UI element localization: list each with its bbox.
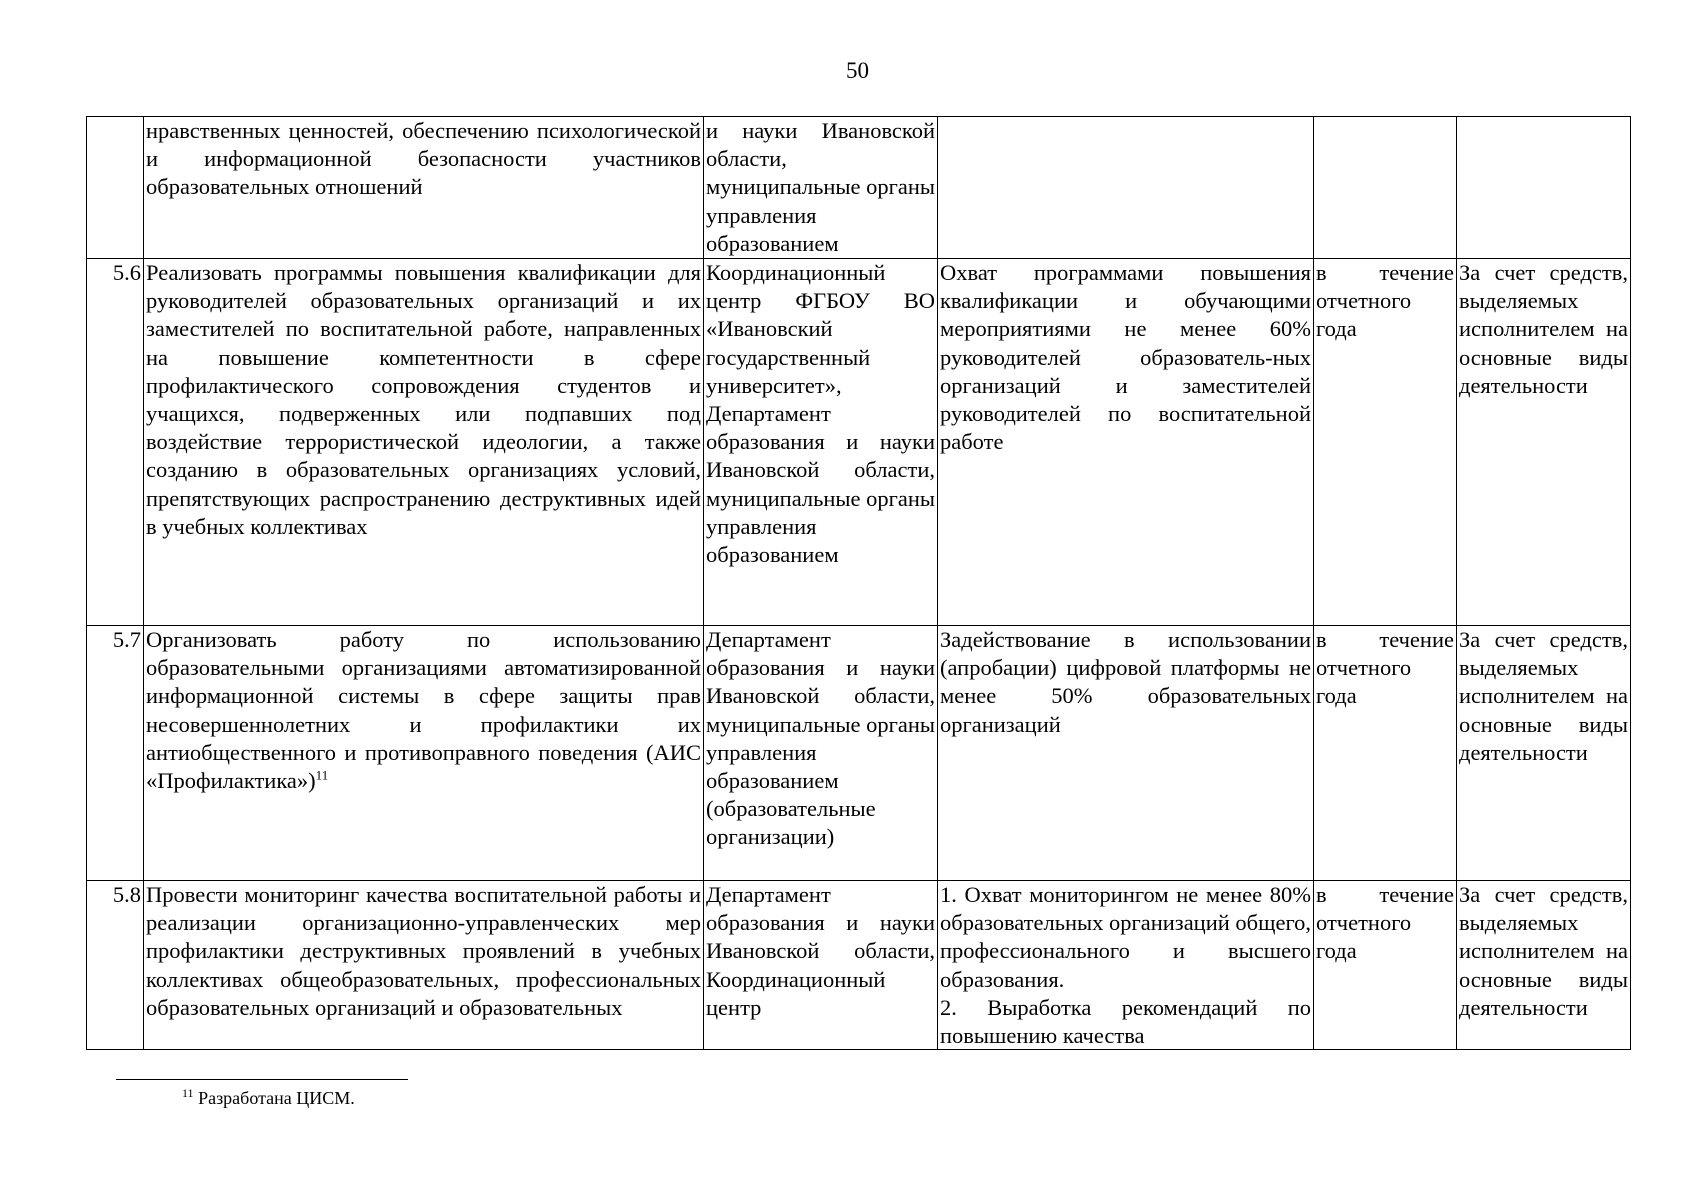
period-cell (1314, 117, 1457, 259)
indicator-item: 1. Охват мониторингом не менее 80% образовательных организаций общего, профессионального и высшего образования. (940, 882, 1311, 992)
indicator-item: 2. Выработка рекомендаций по повышению качества (940, 994, 1311, 1049)
funding-cell (1457, 117, 1631, 259)
footnote-separator (116, 1079, 408, 1080)
row-number: 5.8 (87, 881, 144, 1050)
indicator-cell (938, 117, 1314, 259)
indicator-text (940, 881, 1311, 1049)
activity-cell (144, 881, 704, 1050)
table-row (87, 881, 1631, 1050)
page-number: 50 (846, 58, 869, 83)
funding-cell: За счет средств, выделяемых исполнителем на основные виды деятельности (1457, 626, 1631, 881)
activity-cell: нравственных ценностей, обеспечению психологической и информационной безопасности участников образовательных отношений (144, 117, 704, 259)
row-number: 5.7 (87, 626, 144, 881)
table-row (87, 259, 1631, 626)
executor-cell: и науки Ивановской области, муниципальные органы управления образованием (704, 117, 938, 259)
executor-cell (704, 881, 938, 1050)
executor-cell: Департамент образования и науки Ивановской области, муниципальные органы управления образованием (образовательные организации) (704, 626, 938, 881)
footnote-mark: 11 (182, 1086, 194, 1100)
table-row (87, 117, 1631, 259)
footnote-text: Разработана ЦИСМ. (198, 1088, 355, 1108)
measures-table (86, 116, 1631, 1050)
period-cell: в течение отчетного года (1314, 626, 1457, 881)
activity-text: Организовать работу по использованию образовательными организациями автоматизированной информационной системы в сфере защиты прав несовершеннолетних и профилактики их антиобщественного и противоправного поведения (АИС «Профилактика») (146, 627, 701, 794)
funding-cell: За счет средств, выделяемых исполнителем на основные виды деятельности (1457, 259, 1631, 626)
indicator-cell (938, 881, 1314, 1050)
activity-cell (144, 626, 704, 881)
activity-cell: Реализовать программы повышения квалификации для руководителей образовательных организаций и их заместителей по воспитательной работе, направленных на повышение компетентности в сфере профилактического сопровождения студентов и учащихся, подверженных или подпавших под воздействие террористической идеологии, а также созданию в образовательных организациях условий, препятствующих распространению деструктивных идей в учебных коллективах (144, 259, 704, 626)
executor-text: Департамент образования и науки Ивановской области, Координационный центр (706, 882, 935, 1020)
row-number (87, 117, 144, 259)
indicator-cell: Охват программами повышения квалификации и обучающими мероприятиями не менее 60% руководителей образователь-ных организаций и заместителей руководителей по воспитательной работе (938, 259, 1314, 626)
period-cell: в течение отчетного года (1314, 881, 1457, 1050)
activity-text: Провести мониторинг качества воспитательной работы и реализации организационно-управленческих мер профилактики деструктивных проявлений в учебных коллективах общеобразовательных, профессиональных образовательных организаций и образовательных (146, 882, 701, 1020)
funding-cell: За счет средств, выделяемых исполнителем на основные виды деятельности (1457, 881, 1631, 1050)
period-cell: в течение отчетного года (1314, 259, 1457, 626)
footnote (182, 1088, 355, 1109)
footnote-reference: 11 (315, 767, 329, 783)
indicator-cell: Задействование в использовании (апробации) цифровой платформы не менее 50% образовательных организаций (938, 626, 1314, 881)
table-row (87, 626, 1631, 881)
row-number: 5.6 (87, 259, 144, 626)
executor-cell: Координационный центр ФГБОУ ВО «Ивановский государственный университет», Департамент образования и науки Ивановской области, муниципальные органы управления образованием (704, 259, 938, 626)
